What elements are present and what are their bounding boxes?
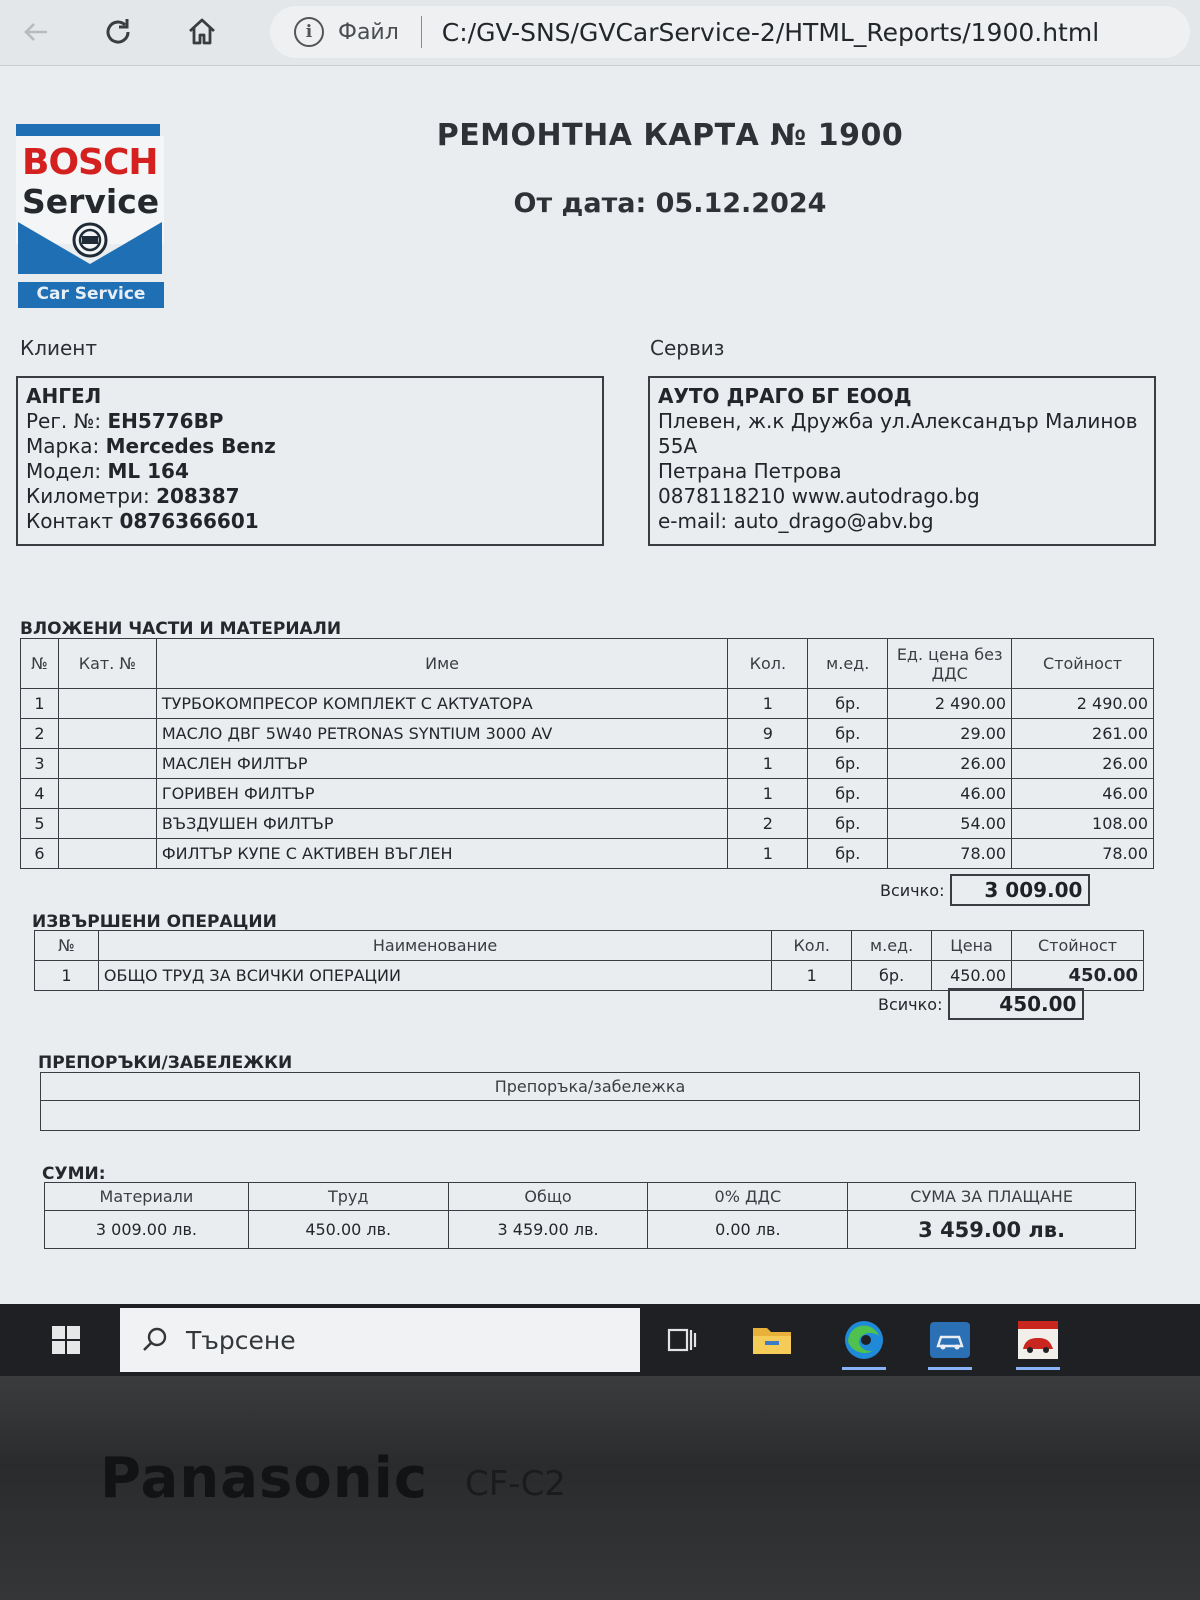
operations-header-name: Наименование	[98, 931, 771, 961]
part-qty: 9	[728, 719, 808, 749]
operation-total: 450.00	[1012, 961, 1144, 991]
sums-header-vat: 0% ДДС	[648, 1183, 848, 1211]
operation-qty: 1	[772, 961, 852, 991]
operations-header-no: №	[35, 931, 99, 961]
table-row	[21, 779, 1154, 809]
operations-table	[34, 930, 1144, 991]
table-row	[21, 839, 1154, 869]
part-unit: бр.	[808, 779, 888, 809]
car-app-active-indicator	[928, 1367, 972, 1370]
document-title: РЕМОНТНА КАРТА № 1900	[436, 118, 904, 153]
reload-button[interactable]	[96, 10, 140, 54]
sums-header-row	[45, 1183, 1136, 1211]
parts-header-total: Стойност	[1012, 639, 1154, 689]
part-total: 78.00	[1012, 839, 1154, 869]
part-qty: 2	[728, 809, 808, 839]
logo-car-service-text: Car Service	[36, 284, 146, 304]
table-row	[21, 689, 1154, 719]
service-info-box	[648, 376, 1156, 546]
service-section-label: Сервиз	[650, 336, 725, 360]
sums-labor: 450.00 лв.	[248, 1211, 448, 1249]
sums-header-labor: Труд	[248, 1183, 448, 1211]
sums-table	[44, 1182, 1136, 1249]
sums-header-materials: Материали	[45, 1183, 249, 1211]
part-no: 6	[21, 839, 59, 869]
part-unit: бр.	[808, 809, 888, 839]
part-unit: бр.	[808, 749, 888, 779]
part-unit: бр.	[808, 719, 888, 749]
task-view-icon[interactable]	[652, 1314, 712, 1366]
parts-header-unit: м.ед.	[808, 639, 888, 689]
notes-row	[41, 1101, 1140, 1131]
parts-header-cat: Кат. №	[58, 639, 156, 689]
laptop-bezel	[0, 1376, 1200, 1600]
sums-section-title: СУМИ:	[42, 1164, 106, 1184]
part-name: ВЪЗДУШЕН ФИЛТЪР	[156, 809, 728, 839]
parts-header-name: Име	[156, 639, 728, 689]
operations-header-row	[35, 931, 1144, 961]
part-cat	[58, 809, 156, 839]
address-separator	[421, 16, 422, 48]
browser-toolbar	[0, 0, 1200, 66]
service-email: e-mail: auto_drago@abv.bg	[658, 509, 934, 533]
service-name: АУТО ДРАГО БГ ЕООД	[658, 384, 912, 408]
client-contact: Контакт 0876366601	[26, 509, 259, 533]
part-cat	[58, 749, 156, 779]
part-no: 3	[21, 749, 59, 779]
laptop-model: CF-C2	[465, 1464, 566, 1504]
table-row	[21, 719, 1154, 749]
edge-browser-icon[interactable]	[834, 1314, 894, 1366]
notes-header: Препоръка/забележка	[41, 1073, 1140, 1101]
part-name: МАСЛО ДВГ 5W40 PETRONAS SYNTIUM 3000 AV	[156, 719, 728, 749]
taskbar-search-placeholder: Търсене	[186, 1325, 296, 1355]
part-qty: 1	[728, 689, 808, 719]
part-cat	[58, 719, 156, 749]
bosch-service-logo	[16, 124, 164, 310]
operation-name: ОБЩО ТРУД ЗА ВСИЧКИ ОПЕРАЦИИ	[98, 961, 771, 991]
parts-header-row	[21, 639, 1154, 689]
operations-header-unit: м.ед.	[852, 931, 932, 961]
notes-section-title: ПРЕПОРЪКИ/ЗАБЕЛЕЖКИ	[38, 1053, 293, 1073]
service-address-line1: Плевен, ж.к Дружба ул.Александър Малинов	[658, 409, 1138, 433]
part-cat	[58, 839, 156, 869]
part-no: 5	[21, 809, 59, 839]
part-no: 2	[21, 719, 59, 749]
operations-header-qty: Кол.	[772, 931, 852, 961]
part-total: 108.00	[1012, 809, 1154, 839]
part-price: 26.00	[888, 749, 1012, 779]
part-price: 2 490.00	[888, 689, 1012, 719]
sums-materials: 3 009.00 лв.	[45, 1211, 249, 1249]
parts-header-price: Ед. цена без ДДС	[888, 639, 1012, 689]
back-button[interactable]	[14, 10, 58, 54]
part-cat	[58, 779, 156, 809]
client-km: Километри: 208387	[26, 484, 240, 508]
windows-start-icon[interactable]	[44, 1318, 88, 1362]
taskbar-search-box[interactable]	[120, 1308, 640, 1372]
part-qty: 1	[728, 779, 808, 809]
edge-active-indicator	[842, 1367, 886, 1370]
notes-value	[41, 1101, 1140, 1131]
operations-section-title: ИЗВЪРШЕНИ ОПЕРАЦИИ	[32, 912, 277, 932]
service-contact-person: Петрана Петрова	[658, 459, 842, 483]
operation-price: 450.00	[932, 961, 1012, 991]
notes-header-row	[41, 1073, 1140, 1101]
operations-header-total: Стойност	[1012, 931, 1144, 961]
client-reg: Рег. №: EH5776BP	[26, 409, 224, 433]
sums-header-total: Общо	[448, 1183, 648, 1211]
sums-payable: 3 459.00 лв.	[848, 1211, 1136, 1249]
part-price: 29.00	[888, 719, 1012, 749]
notes-table	[40, 1072, 1140, 1131]
car-service-active-indicator	[1016, 1367, 1060, 1370]
part-no: 1	[21, 689, 59, 719]
table-row	[21, 809, 1154, 839]
windows-taskbar	[0, 1304, 1200, 1376]
part-price: 54.00	[888, 809, 1012, 839]
part-unit: бр.	[808, 839, 888, 869]
operations-total-value: 450.00	[948, 988, 1084, 1020]
client-make: Марка: Mercedes Benz	[26, 434, 276, 458]
operation-unit: бр.	[852, 961, 932, 991]
document-date: От дата: 05.12.2024	[513, 188, 827, 219]
parts-header-no: №	[21, 639, 59, 689]
home-button[interactable]	[180, 10, 224, 54]
part-name: ТУРБОКОМПРЕСОР КОМПЛЕКТ С АКТУАТОРА	[156, 689, 728, 719]
site-info-icon[interactable]: i	[294, 17, 324, 47]
table-row	[21, 749, 1154, 779]
reload-icon	[100, 14, 136, 50]
operations-header-price: Цена	[932, 931, 1012, 961]
sums-total: 3 459.00 лв.	[448, 1211, 648, 1249]
part-total: 261.00	[1012, 719, 1154, 749]
address-scheme: Файл	[338, 19, 399, 45]
part-qty: 1	[728, 749, 808, 779]
parts-total-label: Всичко:	[880, 880, 945, 900]
part-qty: 1	[728, 839, 808, 869]
sums-vat: 0.00 лв.	[648, 1211, 848, 1249]
part-total: 2 490.00	[1012, 689, 1154, 719]
address-url[interactable]: C:/GV-SNS/GVCarService-2/HTML_Reports/1900.html	[441, 17, 1100, 47]
part-name: ФИЛТЪР КУПЕ С АКТИВЕН ВЪГЛЕН	[156, 839, 728, 869]
logo-bosch-text: BOSCH	[22, 142, 158, 183]
search-icon	[140, 1325, 170, 1355]
service-phone-web: 0878118210 www.autodrago.bg	[658, 484, 980, 508]
parts-header-qty: Кол.	[728, 639, 808, 689]
client-model: Модел: ML 164	[26, 459, 189, 483]
part-price: 46.00	[888, 779, 1012, 809]
client-name: АНГЕЛ	[26, 384, 102, 408]
service-address-line2: 55А	[658, 434, 698, 458]
file-explorer-icon[interactable]	[742, 1314, 802, 1366]
parts-section-title: ВЛОЖЕНИ ЧАСТИ И МАТЕРИАЛИ	[20, 619, 342, 639]
part-name: МАСЛЕН ФИЛТЪР	[156, 749, 728, 779]
logo-service-text: Service	[22, 182, 160, 221]
sums-header-payable: СУМА ЗА ПЛАЩАНЕ	[848, 1183, 1136, 1211]
operations-total-label: Всичко:	[878, 994, 943, 1014]
table-row	[35, 961, 1144, 991]
laptop-brand: Panasonic	[100, 1446, 429, 1511]
part-no: 4	[21, 779, 59, 809]
part-price: 78.00	[888, 839, 1012, 869]
sums-value-row	[45, 1211, 1136, 1249]
part-total: 46.00	[1012, 779, 1154, 809]
part-total: 26.00	[1012, 749, 1154, 779]
client-section-label: Клиент	[20, 336, 98, 360]
part-name: ГОРИВЕН ФИЛТЪР	[156, 779, 728, 809]
back-arrow-icon	[21, 17, 51, 47]
report-page	[0, 66, 1200, 1304]
parts-total-value: 3 009.00	[950, 874, 1090, 906]
parts-table	[20, 638, 1154, 869]
address-bar[interactable]	[270, 6, 1190, 58]
operation-no: 1	[35, 961, 99, 991]
parts-total-row	[880, 874, 1090, 906]
home-icon	[185, 15, 219, 49]
car-service-app-icon[interactable]	[1008, 1314, 1068, 1366]
client-info-box	[16, 376, 604, 546]
operations-total-row	[878, 988, 1084, 1020]
part-unit: бр.	[808, 689, 888, 719]
part-cat	[58, 689, 156, 719]
car-app-icon[interactable]	[920, 1314, 980, 1366]
